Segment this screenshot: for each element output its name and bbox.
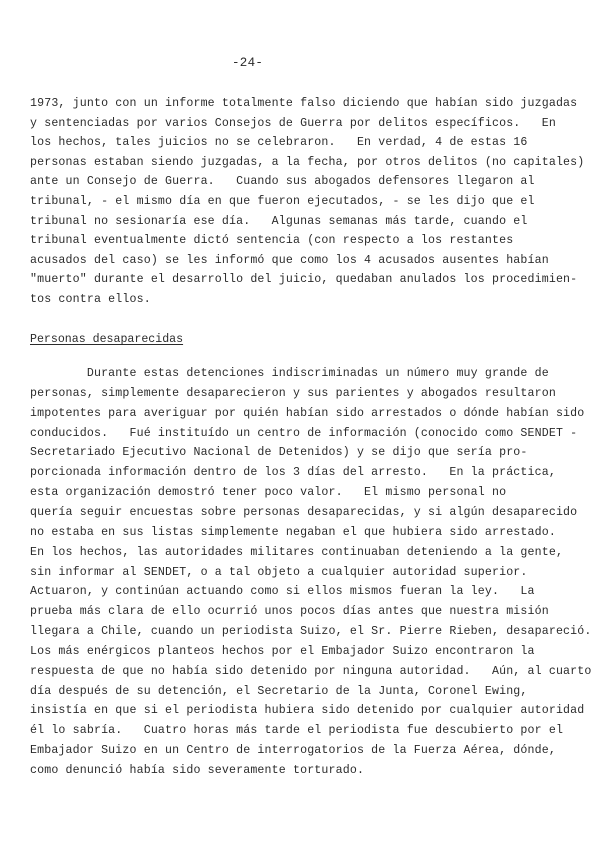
text-line: día después de su detención, el Secretario de la Junta, Coronel Ewing, bbox=[30, 684, 528, 698]
text-line: y sentenciadas por varios Consejos de Guerra por delitos específicos. En bbox=[30, 116, 556, 130]
text-line: respuesta de que no había sido detenido por ninguna autoridad. Aún, al cuarto bbox=[30, 664, 592, 678]
text-line: personas estaban siendo juzgadas, a la fecha, por otros delitos (no capitales) bbox=[30, 155, 585, 169]
text-line: los hechos, tales juicios no se celebraron. En verdad, 4 de estas 16 bbox=[30, 136, 528, 150]
text-line: tribunal eventualmente dictó sentencia (con respecto a los restantes bbox=[30, 234, 514, 248]
text-line: En los hechos, las autoridades militares continuaban deteniendo a la gente, bbox=[30, 545, 564, 559]
page-number: -24- bbox=[232, 56, 264, 70]
text-line: Actuaron, y continúan actuando como si ellos mismos fueran la ley. La bbox=[30, 585, 535, 599]
text-line: él lo sabría. Cuatro horas más tarde el periodista fue descubierto por el bbox=[30, 724, 564, 738]
text-line: porcionada información dentro de los 3 días del arresto. En la práctica, bbox=[30, 466, 556, 480]
text-line: llegara a Chile, cuando un periodista Suizo, el Sr. Pierre Rieben, desapareció. bbox=[30, 625, 592, 639]
text-line: sin informar al SENDET, o a tal objeto a cualquier autoridad superior. bbox=[30, 565, 528, 579]
text-line: prueba más clara de ello ocurrió unos pocos días antes que nuestra misión bbox=[30, 605, 549, 619]
text-line: conducidos. Fué instituído un centro de información (conocido como SENDET - bbox=[30, 426, 578, 440]
text-line: no estaba en sus listas simplemente negaban el que hubiera sido arrestado. bbox=[30, 525, 556, 539]
text-line: Embajador Suizo en un Centro de interrogatorios de la Fuerza Aérea, dónde, bbox=[30, 744, 556, 758]
text-line: "muerto" durante el desarrollo del juicio, quedaban anulados los procedimien- bbox=[30, 273, 578, 287]
text-line: tribunal no sesionaría ese día. Algunas semanas más tarde, cuando el bbox=[30, 214, 528, 228]
text-line: quería seguir encuestas sobre personas desaparecidas, y si algún desaparecido bbox=[30, 505, 578, 519]
text-line: esta organización demostró tener poco valor. El mismo personal no bbox=[30, 486, 507, 500]
text-line: acusados del caso) se les informó que como los 4 acusados ausentes habían bbox=[30, 253, 549, 267]
text-line: Los más enérgicos planteos hechos por el Embajador Suizo encontraron la bbox=[30, 644, 535, 658]
text-line: impotentes para averiguar por quién habían sido arrestados o dónde habían sido bbox=[30, 406, 585, 420]
text-line: insistía en que si el periodista hubiera sido detenido por cualquier autoridad bbox=[30, 704, 585, 718]
text-line: como denunció había sido severamente torturado. bbox=[30, 764, 365, 777]
text-line: 1973, junto con un informe totalmente falso diciendo que habían sido juzgadas bbox=[30, 97, 578, 110]
text-line: tos contra ellos. bbox=[30, 293, 151, 306]
text-line: personas, simplemente desaparecieron y sus parientes y abogados resultaron bbox=[30, 386, 556, 400]
text-line: Durante estas detenciones indiscriminadas un número muy grande de bbox=[30, 367, 549, 380]
text-line: Secretariado Ejecutivo Nacional de Detenidos) y se dijo que sería pro- bbox=[30, 446, 528, 460]
text-line: tribunal, - el mismo día en que fueron ejecutados, - se les dijo que el bbox=[30, 195, 535, 208]
text-line: ante un Consejo de Guerra. Cuando sus abogados defensores llegaron al bbox=[30, 175, 535, 189]
section-heading: Personas desaparecidas bbox=[30, 333, 184, 346]
